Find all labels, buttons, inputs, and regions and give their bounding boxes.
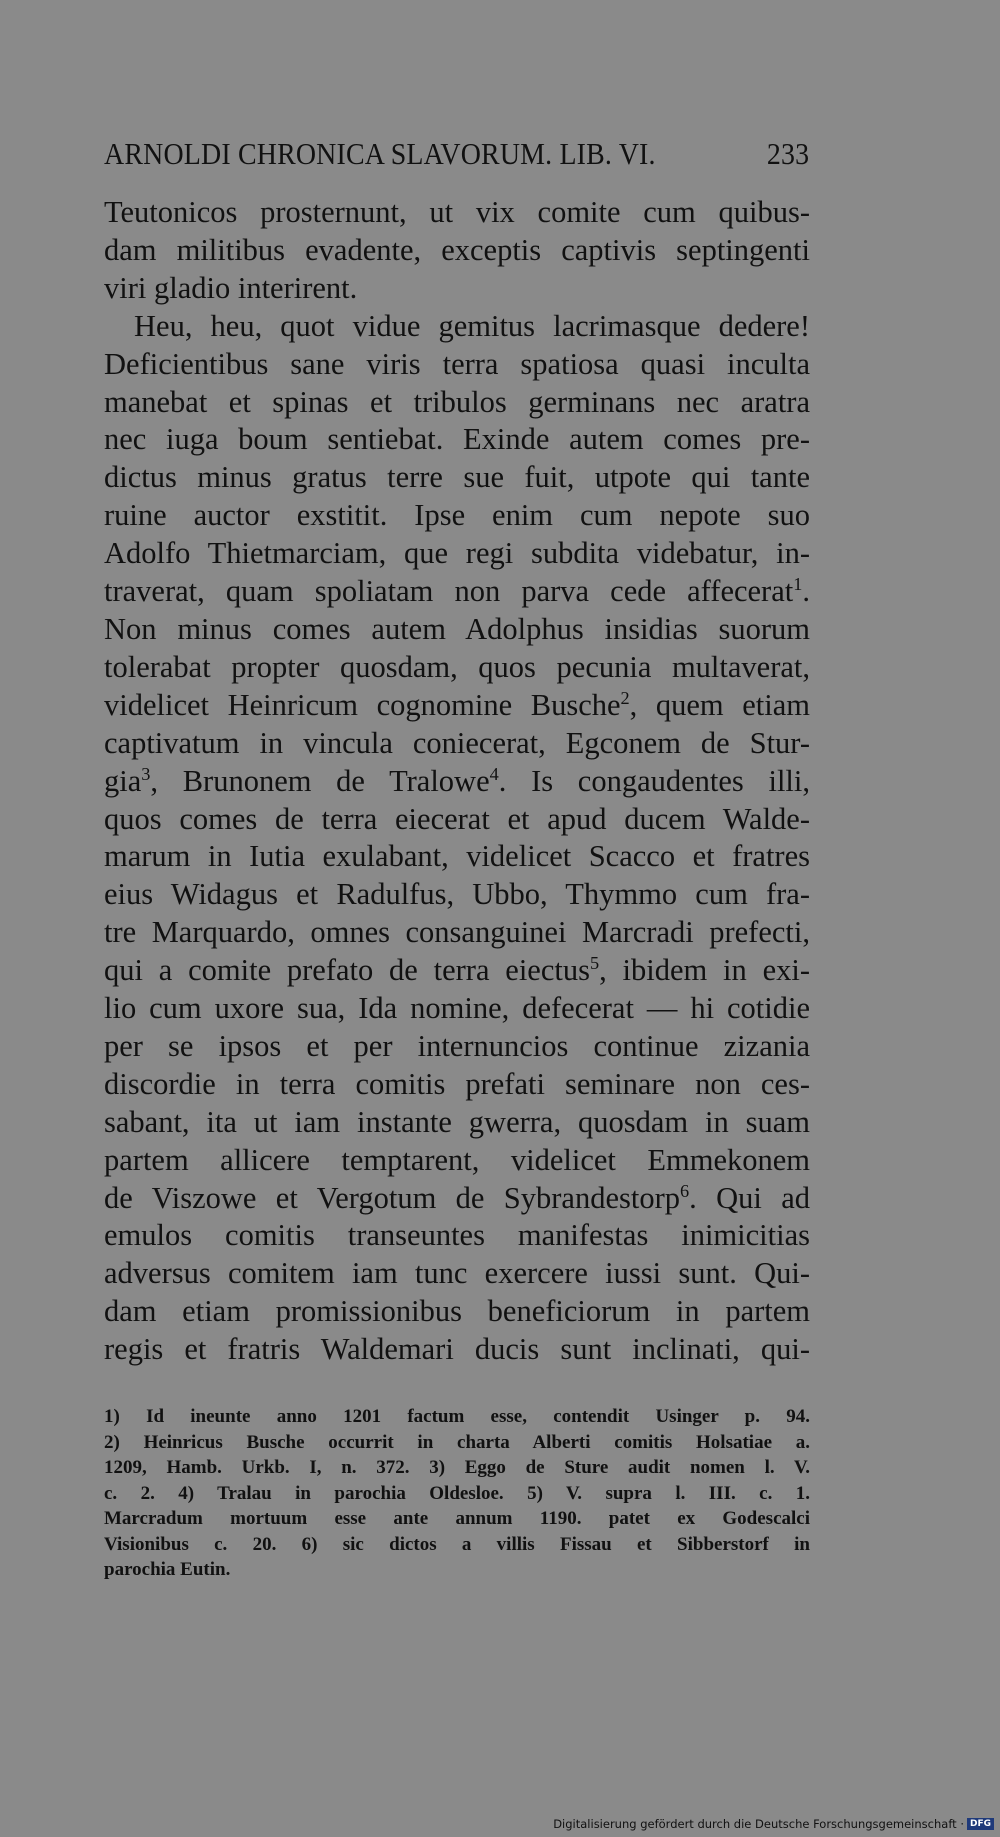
text-line: partem allicere temptarent, videlicet Emmekonem [104,1142,810,1177]
running-head [104,136,809,180]
footnote-line: Visionibus c. 20. 6) sic dictos a villis Fissau et Sibberstorf in [104,1533,810,1555]
footnote-line: parochia Eutin. [104,1559,231,1581]
footnote-marker: 1 [793,573,803,594]
digitization-credit [553,1817,994,1831]
text-line: viri gladio interirent. [104,270,358,305]
text-line: lio cum uxore sua, Ida nomine, defecerat — hi cotidie [104,991,810,1026]
text-line: sabant, ita ut iam instante gwerra, quosdam in suam [104,1104,810,1139]
text-line: traverat, quam spoliatam non parva cede affecerat$^1$. [104,573,810,609]
text-line: Adolfo Thietmarciam, que regi subdita videbatur, in- [104,536,810,571]
text-line: de Viszowe et Vergotum de Sybrandestorp$^6$. Qui ad [104,1180,810,1215]
text-line: adversus comitem iam tunc exercere iussi sunt. Qui- [104,1256,810,1291]
text-line: Heu, heu, quot vidue gemitus lacrimasque dedere! [134,308,810,343]
text-line: dictus minus gratus terre sue fuit, utpote qui tante [104,460,810,495]
text-line: Teutonicos prosternunt, ut vix comite cum quibus- [104,195,810,229]
text-line: dam etiam promissionibus beneficiorum in partem [104,1294,810,1329]
footnote-line: Marcradum mortuum esse ante annum 1190. patet ex Godescalci [104,1508,810,1530]
book-page [104,136,810,1583]
footnote-line: 2) Heinricus Busche occurrit in charta Alberti comitis Holsatiae a. [104,1431,810,1453]
running-title: ARNOLDI CHRONICA SLAVORUM. LIB. VI. [104,136,656,171]
footnotes [104,1404,810,1583]
text-line: nec iuga boum sentiebat. Exinde autem comes pre- [104,422,810,457]
footnote-marker: 2 [620,687,630,708]
footnote-marker: 4 [489,763,499,784]
text-line: discordie in terra comitis prefati seminare non ces- [104,1066,810,1101]
text-line: quos comes de terra eiecerat et apud ducem Walde- [104,801,810,836]
footnote-marker: 3 [141,763,151,784]
text-line: marum in Iutia exulabant, videlicet Scacco et fratres [104,839,810,874]
footnote-line: c. 2. 4) Tralau in parochia Oldesloe. 5) V. supra l. III. c. 1. [104,1482,810,1504]
text-line: Non minus comes autem Adolphus insidias suorum [104,611,810,646]
page-number: 233 [766,136,810,171]
text-line: dam militibus evadente, exceptis captivis septingenti [104,232,810,267]
footnote-marker: 6 [680,1180,690,1201]
text-line: tolerabat propter quosdam, quos pecunia multaverat, [104,649,810,684]
footnote-line: 1) Id ineunte anno 1201 factum esse, contendit Usinger p. 94. [104,1406,810,1428]
footnote-marker: 5 [589,952,600,973]
main-text [104,194,810,1369]
credit-text: Digitalisierung gefördert durch die Deutsche Forschungsgemeinschaft · [553,1817,964,1831]
text-line: emulos comitis transeuntes manifestas inimicitias [104,1218,810,1253]
text-line: eius Widagus et Radulfus, Ubbo, Thymmo cum fra- [104,877,810,912]
text-line: qui a comite prefato de terra eiectus$^5$, ibidem in exi- [104,952,810,988]
footnote-line: 1209, Hamb. Urkb. I, n. 372. 3) Eggo de Sture audit nomen l. V. [104,1457,810,1479]
text-line: captivatum in vincula coniecerat, Egconem de Stur- [104,725,810,760]
text-line: tre Marquardo, omnes consanguinei Marcradi prefecti, [104,915,810,950]
text-line: videlicet Heinricum cognomine Busche$^2$, quem etiam [104,687,810,722]
text-line: per se ipsos et per internuncios continue zizania [104,1028,810,1063]
text-line: ruine auctor exstitit. Ipse enim cum nepote suo [104,498,810,533]
text-line: Deficientibus sane viris terra spatiosa quasi inculta [104,346,810,381]
text-line: regis et fratris Waldemari ducis sunt inclinati, qui- [104,1332,810,1367]
dfg-logo: DFG [967,1818,994,1830]
text-line: manebat et spinas et tribulos germinans nec aratra [104,384,810,419]
text-line: gia$^3$, Brunonem de Tralowe$^4$. Is congaudentes illi, [104,763,810,798]
